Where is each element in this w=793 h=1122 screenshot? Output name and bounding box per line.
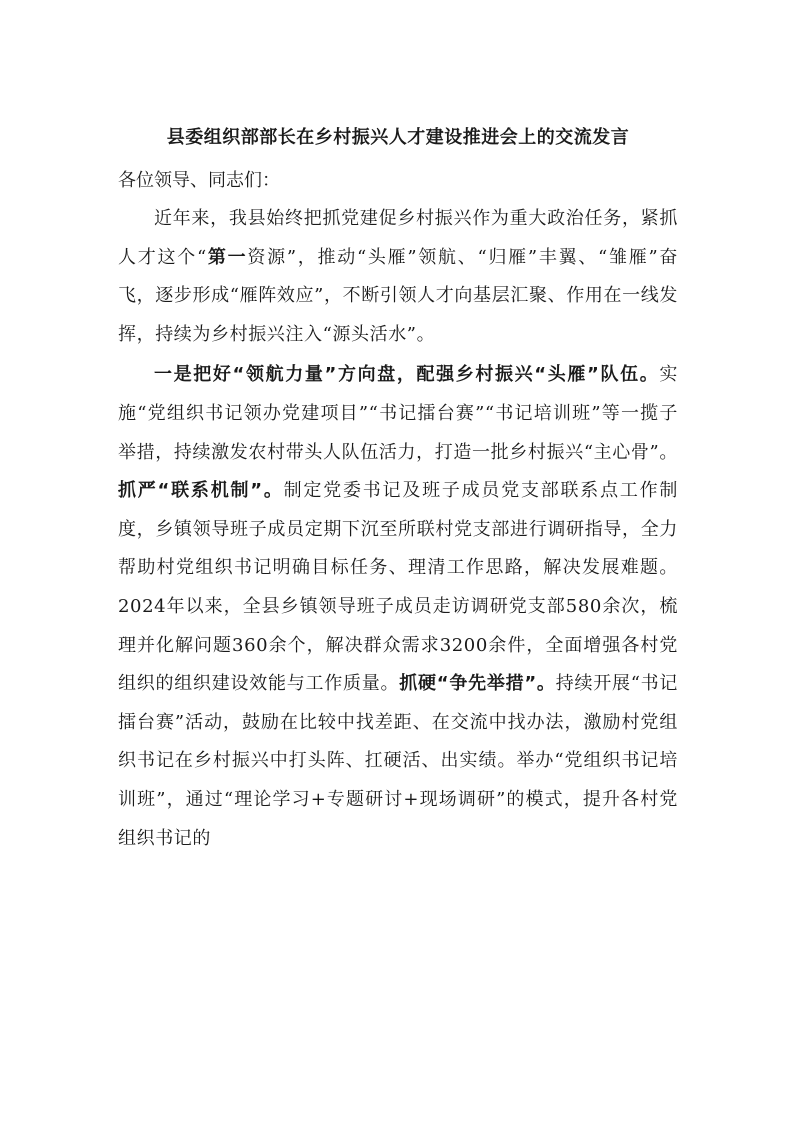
section-1-heading: 一是把好“领航力量”方向盘，配强乡村振兴“头雁”队伍。 <box>154 364 660 386</box>
section-1-paragraph <box>118 356 678 858</box>
subsection-2-text: 持续开展“书记擂台赛”活动，鼓励在比较中找差距、在交流中找办法，激励村党组织书记在乡村振兴中打头阵、扛硬活、出实绩。举办“党组织书记培训班”，通过“理论学习+专题研讨+现场调研”的模式，提升各村党组织书记的 <box>118 673 678 849</box>
document-title: 县委组织部部长在乡村振兴人才建设推进会上的交流发言 <box>166 127 630 148</box>
section-1-text: 实施“党组织书记领办党建项目”“书记擂台赛”“书记培训班”等一揽子举措，持续激发农村带头人队伍活力，打造一批乡村振兴“主心骨”。 <box>118 364 678 463</box>
document-page <box>118 118 678 858</box>
intro-text-1: 近年来，我县始终把抓党建促乡村振兴作为重大政治任务，紧抓人才这个“ <box>118 208 678 268</box>
intro-text-2: 资源”，推动“头雁”领航、“归雁”丰翼、“雏雁”奋飞，逐步形成“雁阵效应”，不断引领人才向基层汇聚、作用在一线发挥，持续为乡村振兴注入“源头活水”。 <box>118 246 679 345</box>
salutation: 各位领导、同志们： <box>118 170 280 191</box>
intro-paragraph <box>118 200 678 354</box>
intro-bold-text: 第一 <box>206 246 248 268</box>
subsection-2-heading: 抓硬“争先举措”。 <box>399 673 556 695</box>
subsection-1-heading: 抓严“联系机制”。 <box>118 480 284 502</box>
subsection-1-text: 制定党委书记及班子成员党支部联系点工作制度，乡镇领导班子成员定期下沉至所联村党支部进行调研指导，全力帮助村党组织书记明确目标任务、理清工作思路，解决发展难题。2024年以来，全县乡镇领导班子成员走访调研党支部580余次，梳理并化解问题360余个，解决群众需求3200余件，全面增强各村党组织的组织建设效能与工作质量。 <box>118 480 679 695</box>
